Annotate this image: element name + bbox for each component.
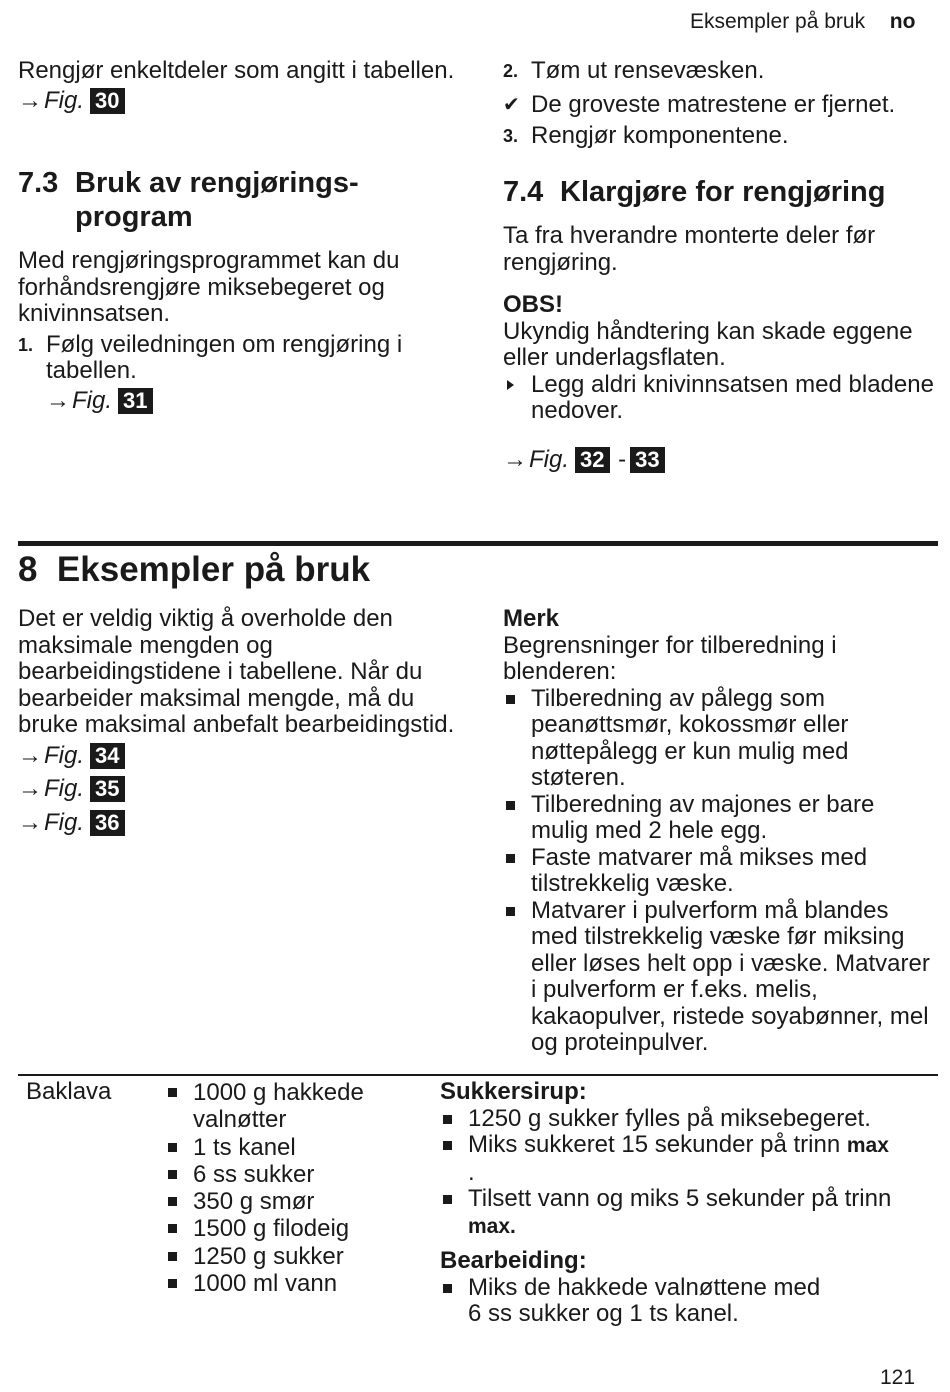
arrow-right-icon: → [18, 86, 42, 114]
square-bullet-icon [168, 1224, 177, 1233]
section-heading: 7.4 Klargjøre for rengjøring [503, 176, 886, 208]
warning-text: Ukyndig håndtering kan skade eggene eller underlagsflaten. [503, 317, 913, 371]
speed-setting: max [846, 1134, 889, 1157]
section-7-3 [18, 166, 458, 414]
note-item: Tilberedning av majones er bare mulig med 2 hele egg. [503, 792, 935, 845]
step-2: 2. Tøm ut rensevæsken. [503, 57, 765, 84]
syrup-label: Sukkersirup: [440, 1078, 587, 1105]
right-top-block [503, 58, 935, 150]
running-header [690, 8, 940, 36]
note-item: Faste matvarer må mikses med tilstrekkelig væske. [503, 845, 935, 898]
table-top-rule [18, 1074, 938, 1076]
square-bullet-icon [506, 907, 515, 916]
fig-reference-36: →Fig. 36 [18, 810, 458, 837]
fig-reference-31: →Fig. 31 [18, 388, 458, 415]
fig-badge: 35 [90, 776, 124, 802]
square-bullet-icon [506, 801, 515, 810]
ingredient-item: 350 g smør [165, 1188, 427, 1215]
header-title: Eksempler på bruk [690, 10, 866, 33]
square-bullet-icon [506, 854, 515, 863]
arrow-right-icon: → [18, 741, 42, 769]
fig-badge: 34 [90, 743, 124, 769]
result-line: ✔ De groveste matrestene er fjernet. [503, 90, 896, 118]
chapter-paragraph: Det er veldig viktig å overholde den maksimale mengden og bearbeidingstidene i tabellene. Når du bearbeider maksimal mengde, må du bruke maksimal anbefalt bearbeidingstid. [18, 605, 455, 738]
fig-badge: 33 [630, 447, 664, 473]
process-label: Bearbeiding: [440, 1247, 587, 1274]
ingredients-list [165, 1079, 427, 1297]
square-bullet-icon [168, 1252, 177, 1261]
section-7-4 [503, 175, 935, 473]
note-box [503, 606, 935, 1057]
square-bullet-icon [168, 1143, 177, 1152]
fig-badge: 32 [575, 447, 609, 473]
square-bullet-icon [443, 1195, 452, 1204]
note-item: Tilberedning av pålegg som peanøttsmør, kokossmør eller nøttepålegg er kun mulig med støteren. [503, 686, 935, 792]
warning-action: Legg aldri knivinnsatsen med bladene nedover. [503, 372, 935, 425]
fig-reference-30: →Fig. 30 [18, 88, 458, 115]
fig-reference-35: →Fig. 35 [18, 776, 458, 803]
instruction-item: Miks sukkeret 15 sekunder på trinn max . [440, 1132, 938, 1186]
instruction-item: Tilsett vann og miks 5 sekunder på trinn max. [440, 1186, 938, 1240]
ingredient-item: 1250 g sukker [165, 1243, 427, 1270]
page-number: 121 [880, 1366, 916, 1389]
fig-badge: 31 [118, 388, 152, 414]
step-1: 1. Følg veiledningen om rengjøring i tabellen. [18, 330, 403, 384]
arrow-right-icon: → [18, 775, 42, 802]
square-bullet-icon [443, 1284, 452, 1293]
square-bullet-icon [168, 1197, 177, 1206]
square-bullet-icon [168, 1279, 177, 1288]
section-paragraph: Med rengjøringsprogrammet kan du forhåndsrengjøre miksebegeret og knivinnsatsen. [18, 247, 400, 327]
speed-setting: max. [468, 1214, 516, 1238]
left-top-block [18, 58, 458, 114]
checkmark-icon: ✔ [503, 93, 520, 116]
square-bullet-icon [443, 1141, 452, 1150]
square-bullet-icon [506, 695, 515, 704]
note-item: Matvarer i pulverform må blandes med tilstrekkelig væske før miksing eller løses helt opp i væske. Matvarer i pulverform er f.eks. melis, kakaopulver, ristede soyabønner, mel og proteinpulver. [503, 898, 935, 1057]
chapter-heading: 8 Eksempler på bruk [18, 550, 371, 589]
square-bullet-icon [168, 1088, 177, 1097]
note-intro: Begrensninger for tilberedning i blenderen: [503, 631, 837, 685]
instruction-item: 1250 g sukker fylles på miksebegeret. [440, 1106, 938, 1133]
fig-reference-34: →Fig. 34 [18, 743, 458, 770]
triangle-bullet-icon [507, 380, 514, 390]
warning-label: OBS! [503, 291, 563, 318]
chapter-divider [18, 541, 938, 546]
ingredient-item: 1000 g hakkede valnøtter [165, 1079, 427, 1134]
instruction-item: Miks de hakkede valnøttene med 6 ss sukker og 1 ts kanel. [440, 1275, 838, 1328]
fig-reference-list [18, 743, 458, 837]
fig-reference-32-33: →Fig. 32 - 33 [503, 447, 935, 474]
section-paragraph: Ta fra hverandre monterte deler før rengjøring. [503, 222, 876, 276]
instructions [440, 1079, 938, 1328]
square-bullet-icon [168, 1170, 177, 1179]
arrow-right-icon: → [46, 386, 70, 414]
fig-badge: 36 [90, 810, 124, 836]
arrow-right-icon: → [503, 445, 527, 473]
section-heading: 7.3 Bruk av rengjørings- program [18, 167, 359, 233]
table-dish-name: Baklava [26, 1078, 112, 1105]
ingredient-item: 6 ss sukker [165, 1161, 427, 1188]
chapter-8-left [18, 606, 458, 836]
square-bullet-icon [443, 1115, 452, 1124]
ingredient-item: 1 ts kanel [165, 1134, 427, 1161]
ingredient-item: 1000 ml vann [165, 1270, 427, 1297]
step-3: 3. Rengjør komponentene. [503, 122, 789, 149]
intro-text: Rengjør enkeltdeler som angitt i tabellen. [18, 57, 455, 84]
arrow-right-icon: → [18, 808, 42, 836]
fig-badge: 30 [90, 88, 124, 114]
ingredient-item: 1500 g filodeig [165, 1215, 427, 1242]
note-label: Merk [503, 605, 560, 632]
header-language: no [889, 10, 916, 33]
